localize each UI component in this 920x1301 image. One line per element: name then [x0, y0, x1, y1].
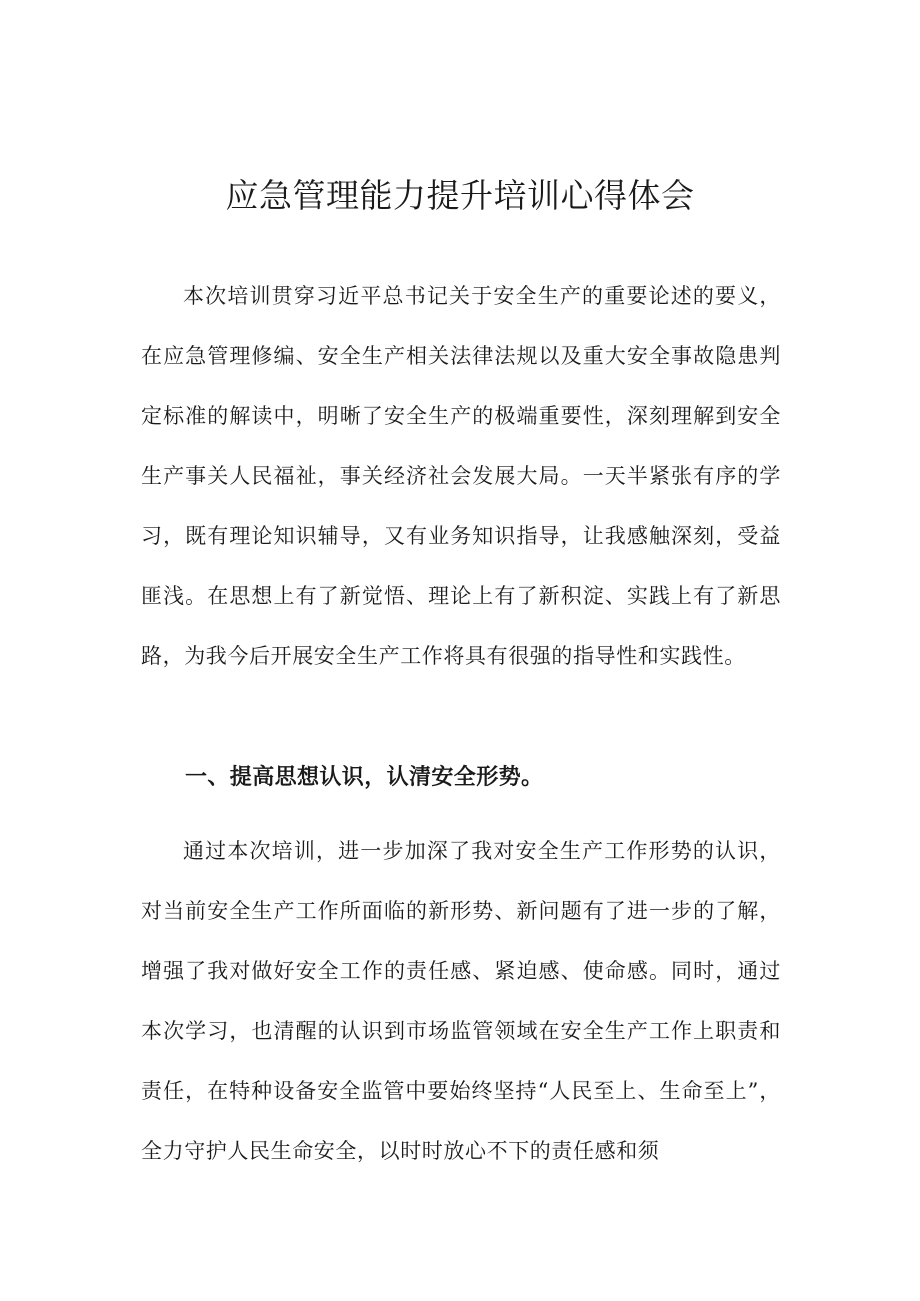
document-title: 应急管理能力提升培训心得体会 [225, 176, 695, 215]
section-heading: 一、提高思想认识，认清安全形势。 [185, 765, 544, 790]
intro-paragraph: 本次培训贯穿习近平总书记关于安全生产的重要论述的要义，在应急管理修编、安全生产相关法律法规以及重大安全事故隐患判定标准的解读中，明晰了安全生产的极端重要性，深刻理解到安全生产事关人民福祉，事关经济社会发展大局。一天半紧张有序的学习，既有理论知识辅导，又有业务知识指导，让我感触深刻，受益匪浅。在思想上有了新觉悟、理论上有了新积淀、实践上有了新思路，为我今后开展安全生产工作将具有很强的指导性和实践性。 [141, 284, 781, 668]
section-paragraph: 通过本次培训，进一步加深了我对安全生产工作形势的认识，对当前安全生产工作所面临的新形势、新问题有了进一步的了解，增强了我对做好安全工作的责任感、紧迫感、使命感。同时，通过本次学习，也清醒的认识到市场监管领域在安全生产工作上职责和责任，在特种设备安全监管中要始终坚持“人民至上、生命至上”，全力守护人民生命安全，以时时放心不下的责任感和须 [141, 839, 781, 1163]
